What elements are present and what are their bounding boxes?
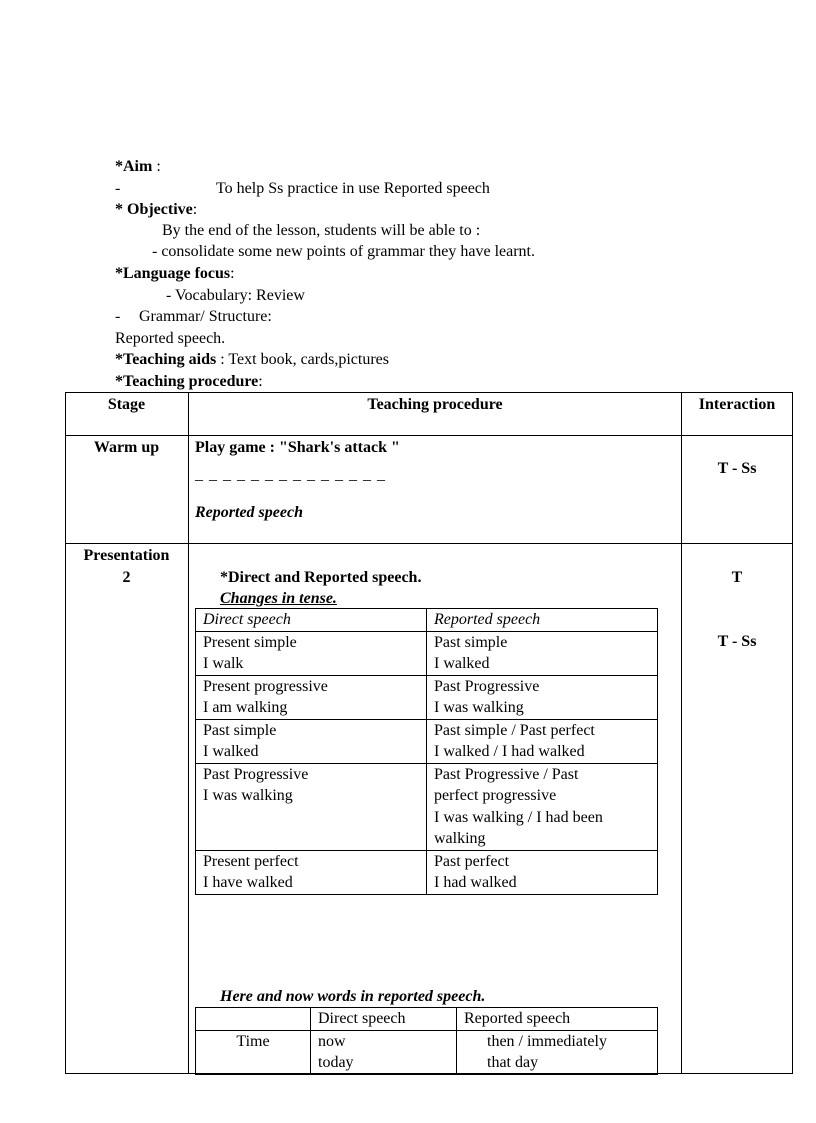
column-divider-1 <box>188 392 189 1074</box>
here-now-heading: Here and now words in reported speech. <box>220 988 486 1005</box>
objective-text-1: By the end of the lesson, students will be able to : <box>162 222 481 239</box>
presentation-interaction-t: T <box>731 569 743 586</box>
language-focus-line: *Language focus: <box>115 265 235 282</box>
aim-dash: - <box>115 180 121 197</box>
vocabulary-line: - Vocabulary: Review <box>166 287 305 304</box>
presentation-interaction-t-ss: T - Ss <box>717 633 757 650</box>
warmup-interaction: T - Ss <box>717 460 757 477</box>
table-row <box>196 1030 658 1074</box>
tense-header-direct: Direct speech <box>196 609 427 632</box>
grammar-line: Grammar/ Structure: <box>139 308 272 325</box>
words-direct-cell: now today <box>311 1030 457 1074</box>
teaching-aids-line: *Teaching aids : Text book, cards,pictures <box>115 351 389 368</box>
reported-cell: Past simple I walked <box>427 631 658 675</box>
table-border-top <box>65 392 793 393</box>
table-row <box>196 675 658 719</box>
header-stage: Stage <box>107 396 146 413</box>
warmup-answer: Reported speech <box>195 504 303 521</box>
header-row-divider <box>65 435 793 436</box>
language-focus-label: *Language focus <box>115 265 231 282</box>
direct-cell: Past simple I walked <box>196 719 427 763</box>
words-reported-cell: then / immediately that day <box>457 1030 658 1074</box>
direct-cell: Past Progressive I was walking <box>196 763 427 850</box>
words-header-blank <box>196 1008 311 1031</box>
aim-label: *Aim <box>115 158 153 175</box>
words-table-header <box>196 1008 658 1031</box>
table-border-right <box>792 392 793 1074</box>
stage-presentation: Presentation <box>83 547 170 564</box>
column-divider-2 <box>681 392 682 1074</box>
direct-cell: Present simple I walk <box>196 631 427 675</box>
aim-line: *Aim : <box>115 158 161 175</box>
table-row <box>196 763 658 850</box>
grammar-dash: - <box>115 308 121 325</box>
table-row <box>196 850 658 894</box>
objective-label: * Objective <box>115 201 193 218</box>
tense-table-header <box>196 609 658 632</box>
header-interaction: Interaction <box>698 396 776 413</box>
warmup-game: Play game : "Shark's attack " <box>195 439 400 456</box>
reported-speech-line: Reported speech. <box>115 330 226 347</box>
direct-cell: Present progressive I am walking <box>196 675 427 719</box>
teaching-aids-label: *Teaching aids <box>115 351 217 368</box>
table-border-left <box>65 392 66 1074</box>
words-header-direct: Direct speech <box>311 1008 457 1031</box>
reported-cell: Past simple / Past perfect I walked / I had walked <box>427 719 658 763</box>
table-row <box>196 631 658 675</box>
words-row-label: Time <box>196 1030 311 1074</box>
header-teaching-procedure: Teaching procedure <box>367 396 503 413</box>
table-row <box>196 719 658 763</box>
tense-change-table <box>195 608 658 895</box>
lesson-table <box>65 392 793 1074</box>
objective-line: * Objective: <box>115 201 198 218</box>
reported-cell: Past perfect I had walked <box>427 850 658 894</box>
presentation-subheading: Changes in tense. <box>220 590 337 607</box>
tense-header-reported: Reported speech <box>427 609 658 632</box>
aim-text: To help Ss practice in use Reported speech <box>216 180 490 197</box>
warmup-blanks: _ _ _ _ _ _ _ _ _ _ _ _ _ _ <box>195 466 386 483</box>
teaching-procedure-line: *Teaching procedure: <box>115 373 263 390</box>
here-now-words-table <box>195 1007 658 1075</box>
warmup-row-divider <box>65 543 793 544</box>
teaching-procedure-label: *Teaching procedure <box>115 373 259 390</box>
stage-warm-up: Warm up <box>93 439 160 456</box>
reported-cell: Past Progressive / Past perfect progressive I was walking / I had been walking <box>427 763 658 850</box>
presentation-heading: *Direct and Reported speech. <box>220 569 422 586</box>
direct-cell: Present perfect I have walked <box>196 850 427 894</box>
stage-presentation-number: 2 <box>122 569 131 586</box>
objective-text-2: - consolidate some new points of grammar they have learnt. <box>152 243 535 260</box>
words-header-reported: Reported speech <box>457 1008 658 1031</box>
reported-cell: Past Progressive I was walking <box>427 675 658 719</box>
